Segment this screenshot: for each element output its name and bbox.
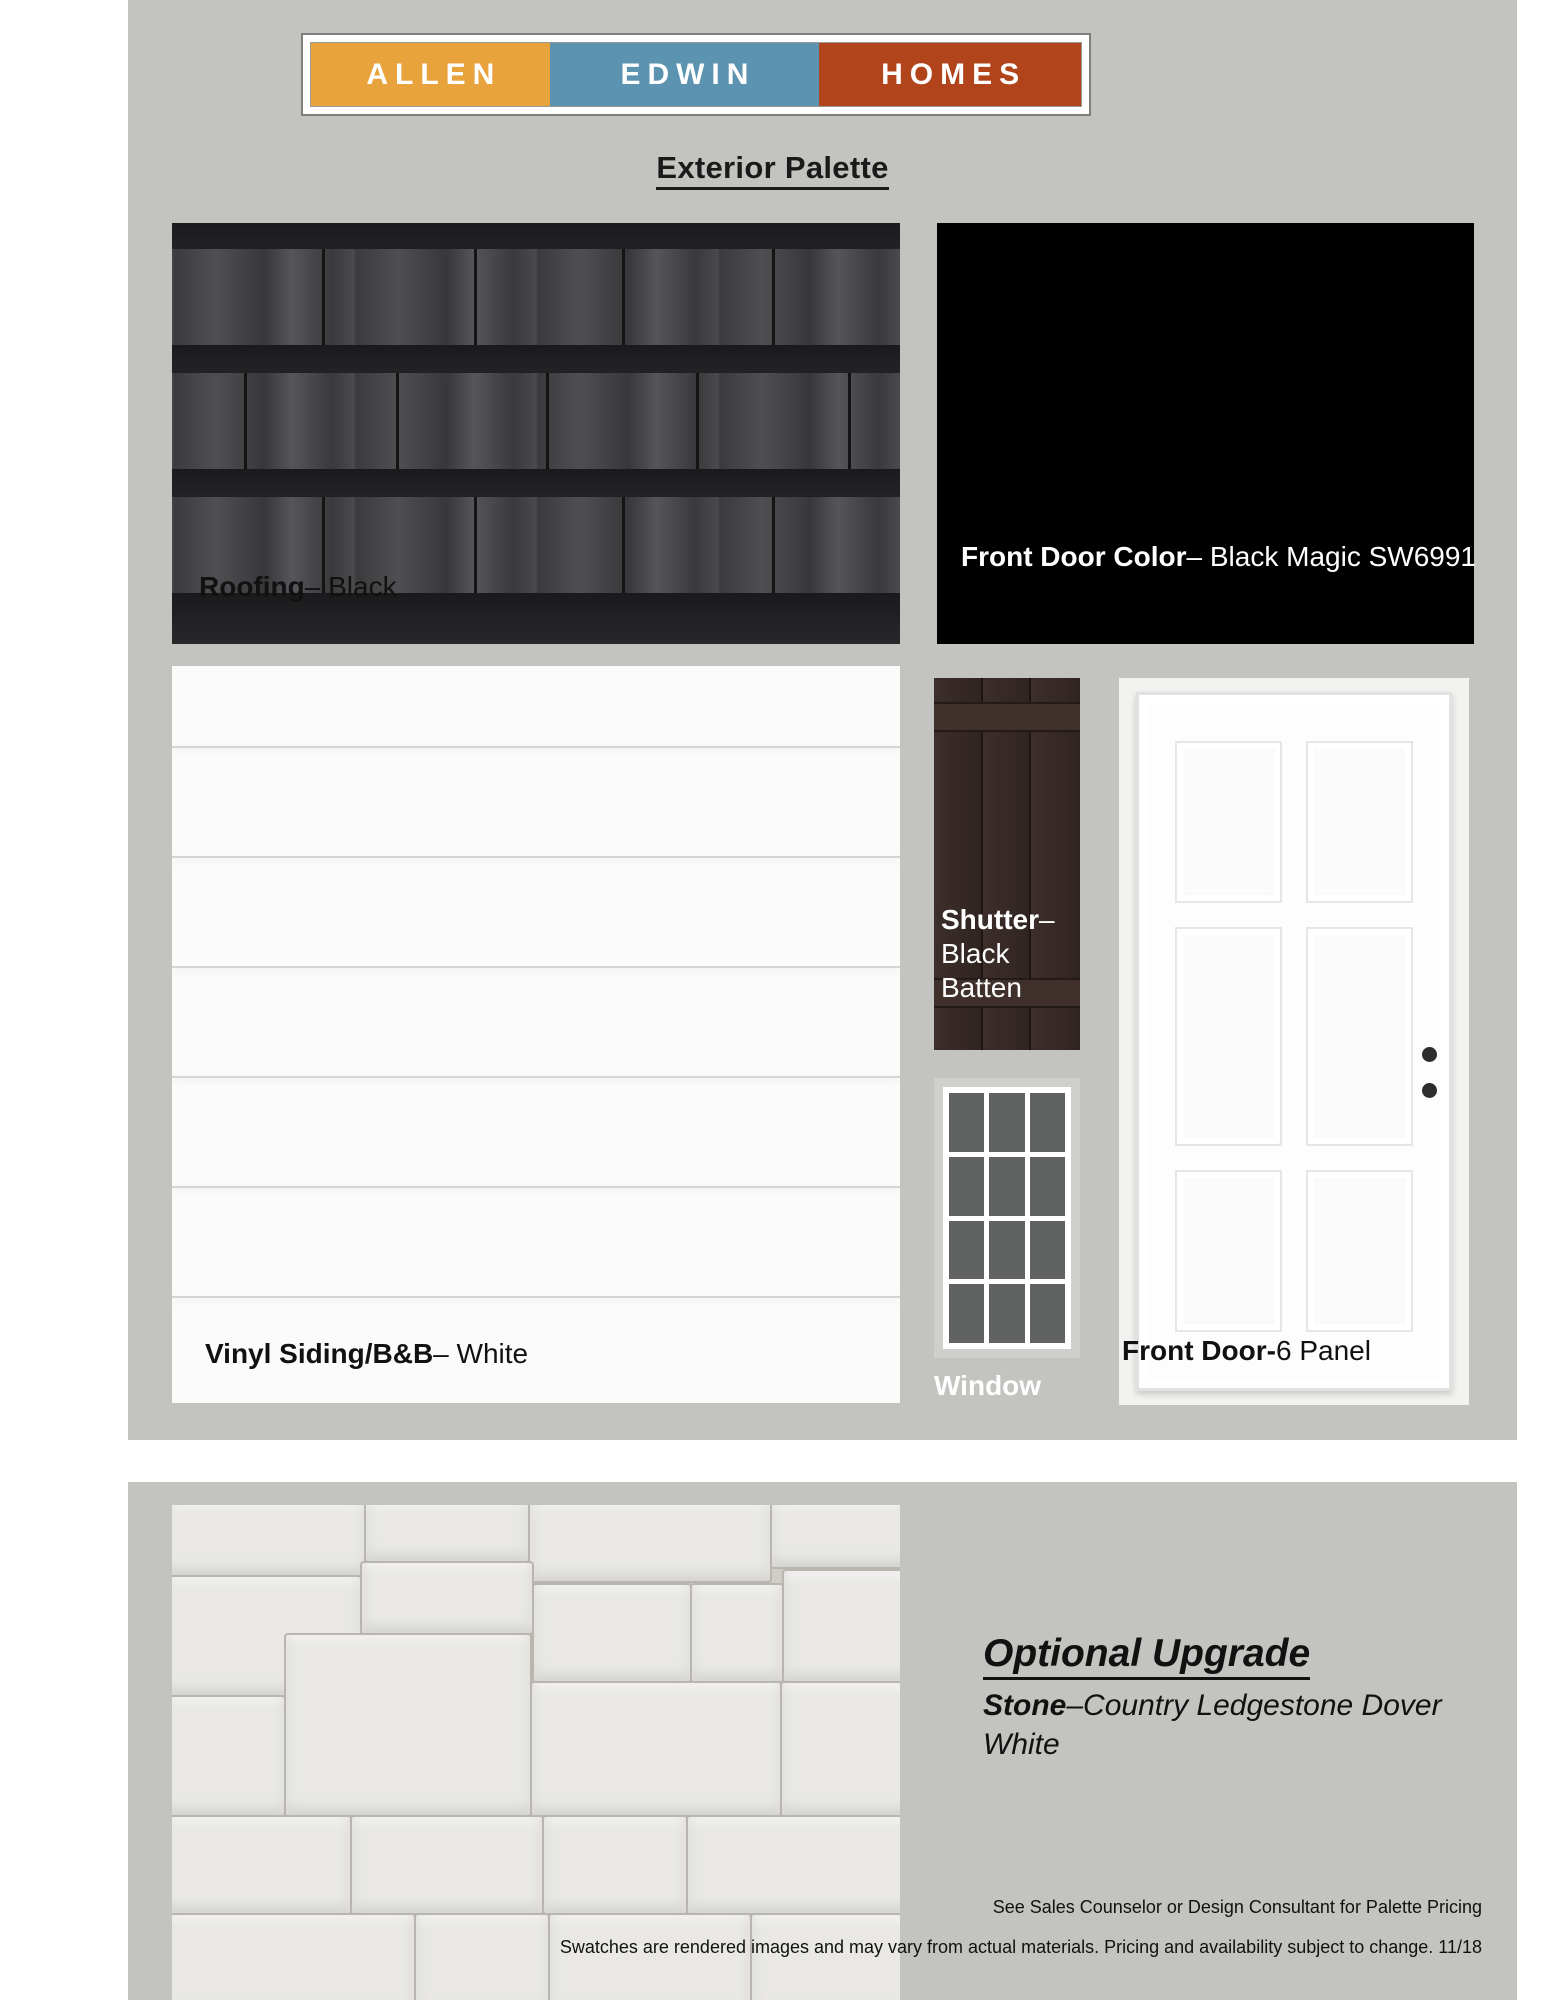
window-pane — [949, 1157, 984, 1216]
window-pane — [989, 1157, 1024, 1216]
door-panel — [1306, 741, 1413, 903]
label-vinyl-siding-bold: Vinyl Siding/B&B — [205, 1338, 434, 1369]
window-pane — [949, 1093, 984, 1152]
door-panel — [1175, 1170, 1282, 1332]
label-roofing-rest: – Black — [304, 571, 397, 602]
swatch-front-door — [1119, 678, 1469, 1405]
window-pane — [949, 1284, 984, 1343]
label-shutter — [941, 903, 1091, 1005]
label-front-door-color-bold: Front Door Color — [961, 541, 1187, 572]
page-title — [0, 150, 1545, 186]
logo-text-homes: HOMES — [819, 43, 1081, 106]
label-vinyl-siding — [205, 1337, 528, 1371]
door-panel — [1175, 927, 1282, 1146]
window-pane — [989, 1093, 1024, 1152]
footer-pricing-note: See Sales Counselor or Design Consultant for Palette Pricing — [992, 1897, 1482, 1917]
window-pane — [1030, 1157, 1065, 1216]
window-pane — [989, 1221, 1024, 1280]
window-pane — [1030, 1221, 1065, 1280]
optional-upgrade-block — [983, 1632, 1453, 1764]
label-roofing — [199, 570, 397, 604]
label-front-door-bold: Front Door- — [1122, 1335, 1276, 1366]
optional-upgrade-item-bold: Stone — [983, 1689, 1067, 1722]
swatch-front-door-color — [937, 223, 1474, 644]
door-knob-icon — [1422, 1047, 1437, 1062]
optional-upgrade-item-rest: –Country Ledgestone Dover White — [983, 1689, 1442, 1761]
logo-text-allen: ALLEN — [311, 43, 550, 106]
label-front-door-rest: 6 Panel — [1275, 1335, 1371, 1366]
window-pane — [1030, 1284, 1065, 1343]
window-grid — [943, 1087, 1071, 1349]
door-deadbolt-icon — [1422, 1083, 1437, 1098]
logo-text-edwin: EDWIN — [550, 43, 820, 106]
swatch-window — [934, 1078, 1080, 1358]
label-window: Window — [934, 1370, 1042, 1401]
label-front-door-color — [961, 540, 1481, 574]
window-pane — [949, 1221, 984, 1280]
label-shutter-rest: – Black Batten — [941, 904, 1055, 1004]
label-vinyl-siding-rest: – White — [433, 1338, 529, 1369]
footer-disclaimer: Swatches are rendered images and may vary from actual materials. Pricing and availability subject to change. 11/18 — [559, 1937, 1482, 1957]
label-shutter-bold: Shutter — [941, 904, 1039, 935]
swatch-stone — [172, 1505, 900, 2000]
window-pane — [1030, 1093, 1065, 1152]
optional-upgrade-item — [983, 1686, 1453, 1764]
door-panel — [1306, 1170, 1413, 1332]
window-pane — [989, 1284, 1024, 1343]
label-front-door-color-rest: – Black Magic SW6991 — [1186, 541, 1476, 572]
door-slab — [1136, 692, 1452, 1391]
logo-bars — [310, 42, 1082, 107]
swatch-vinyl-siding — [172, 666, 900, 1403]
door-panel — [1306, 927, 1413, 1146]
label-roofing-bold: Roofing — [199, 571, 305, 602]
label-front-door — [1122, 1334, 1371, 1368]
company-logo — [301, 33, 1091, 116]
optional-upgrade-heading: Optional Upgrade — [983, 1632, 1310, 1680]
door-panel — [1175, 741, 1282, 903]
page-title-text: Exterior Palette — [656, 150, 888, 190]
